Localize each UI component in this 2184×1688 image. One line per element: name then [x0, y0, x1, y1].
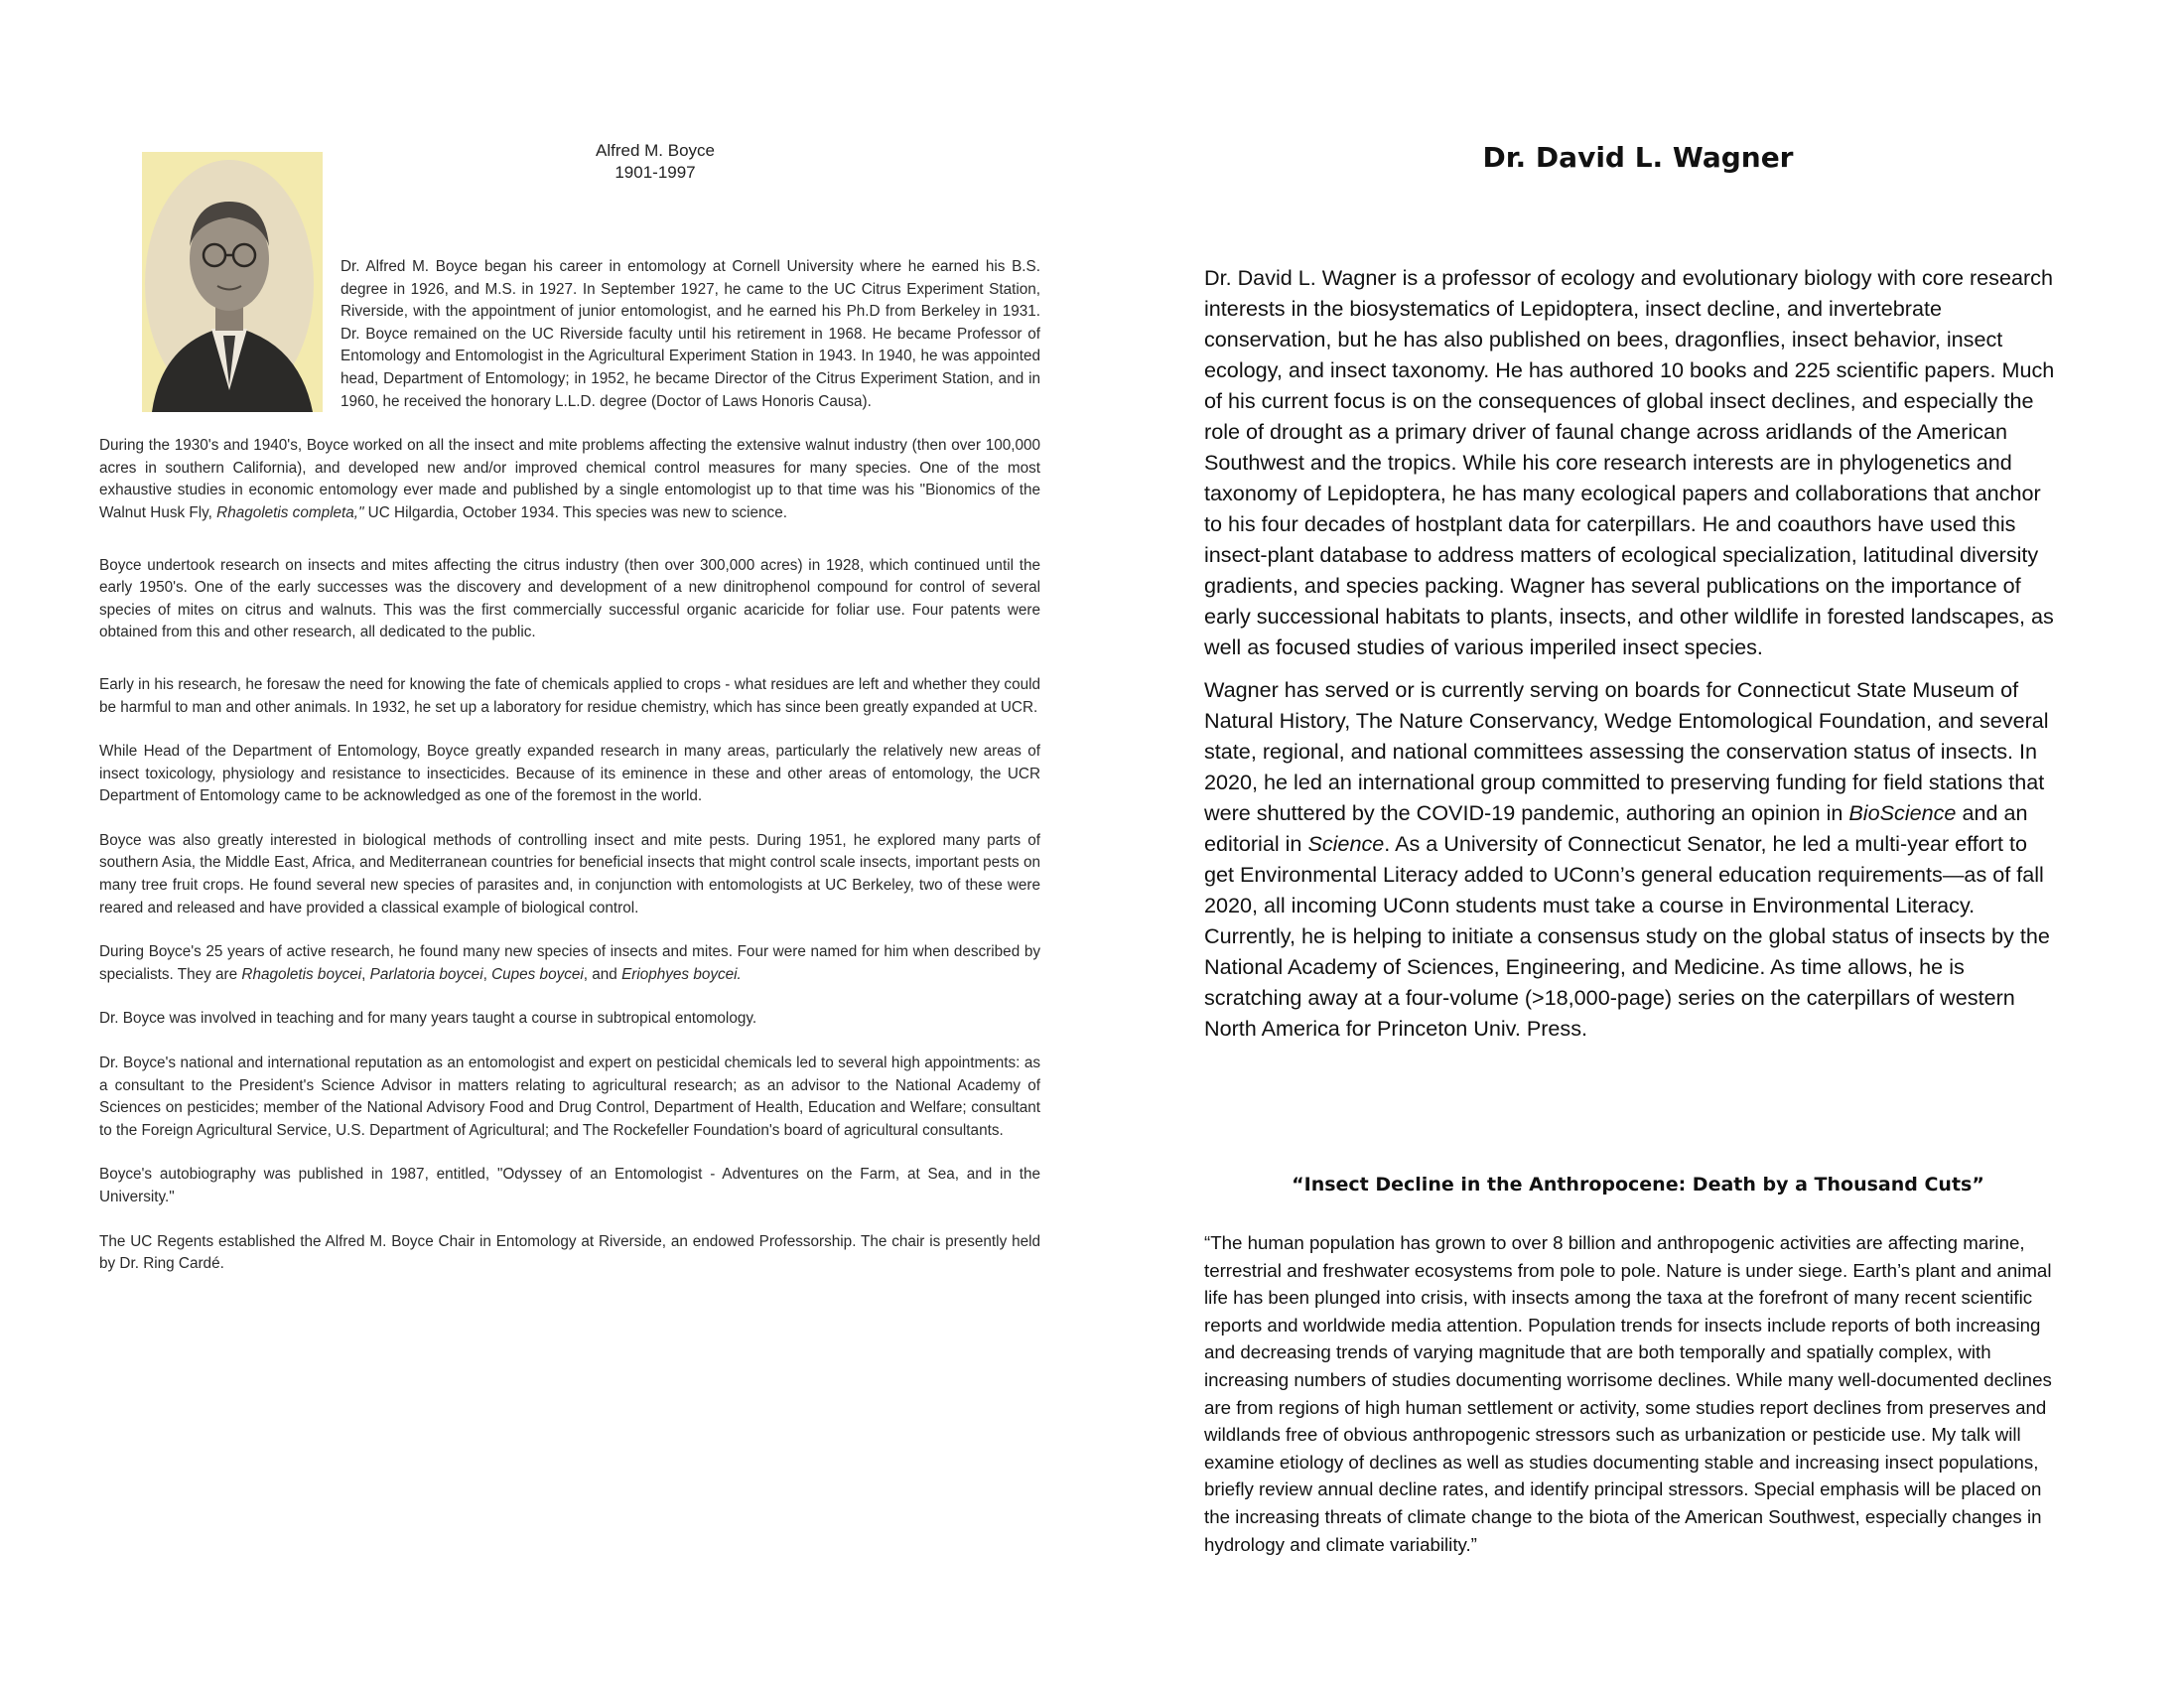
boyce-paragraph-9: Dr. Boyce's national and international reputation as an entomologist and expert on pesticidal chemicals led to several high appointments: as a consultant to the President's Science Advisor in matters relating to agricultural research; as an advisor to the National Academy of Sciences on pesticides; member of the National Advisory Food and Drug Control, Department of Health, Education and Welfare; consultant to the Foreign Agricultural Service, U.S. Department of Agricultural; and The Rockefeller Foundation's board of agricultural consultants. — [99, 1055, 1040, 1139]
boyce-name: Alfred M. Boyce — [596, 141, 715, 160]
boyce-paragraph-11: The UC Regents established the Alfred M. Boyce Chair in Entomology at Riverside, an endowed Professorship. The chair is presently held by Dr. Ring Cardé. — [99, 1232, 1040, 1273]
boyce-paragraph-6: Boyce was also greatly interested in biological methods of controlling insect and mite pests. During 1951, he explored many parts of southern Asia, the Middle East, Africa, and Mediterranean countries for beneficial insects that might control scale insects, important pests on many tree fruit crops. He found several new species of parasites and, in conjunction with entomologists at UC Berkeley, two of these were reared and released and have provided a classical example of biological control. — [99, 831, 1040, 916]
p2-species-italic: Rhagoletis completa," — [216, 503, 364, 521]
wagner-bio-paragraph-1: Dr. David L. Wagner is a professor of ecology and evolutionary biology with core research interests in the biosystematics of Lepidoptera, insect decline, and invertebrate conservation, but he has also published on bees, dragonflies, insect behavior, insect ecology, and insect taxonomy. He has authored 10 books and 225 scientific papers. Much of his current focus is on the consequences of global insect declines, and especially the role of drought as a primary driver of faunal change across aridlands of the American Southwest and the tropics. While his core research interests are in phylogenetics and taxonomy of Lepidoptera, he has many ecological papers and collaborations that anchor to his four decades of hostplant data for caterpillars. He and coauthors have used this insect-plant database to address matters of ecological specialization, latitudinal diversity gradients, and species packing. Wagner has several publications on the importance of early successional habitats to plants, insects, and other wildlife in forested landscapes, as well as focused studies of various imperiled insect species. — [1204, 265, 2055, 659]
bio2-text-b: and an editorial in — [1204, 800, 2028, 856]
p7-sep-2: , — [482, 965, 492, 983]
portrait-wrap-space — [99, 256, 341, 413]
bio2-journal-science: Science — [1307, 831, 1385, 856]
boyce-paragraph-1: Dr. Alfred M. Boyce began his career in entomology at Cornell University where he earned his B.S. degree in 1926, and M.S. in 1927. In September 1927, he came to the UC Citrus Experiment Station, Riverside, with the appointment of junior entomologist, and he earned his Ph.D from Berkeley in 1931. Dr. Boyce remained on the UC Riverside faculty until his retirement in 1968. He became Professor of Entomology and Entomologist in the Agricultural Experiment Station in 1943. In 1940, he was appointed head, Department of Entomology; in 1952, he became Director of the Citrus Experiment Station, and in 1960, he received the honorary L.L.D. degree (Doctor of Laws Honoris Causa). — [341, 258, 1040, 410]
boyce-heading — [556, 140, 754, 184]
wagner-biography — [1204, 262, 2056, 1055]
p7-species-1: Rhagoletis boycei — [241, 965, 362, 983]
abstract-text: “The human population has grown to over 8 billion and anthropogenic activities are affecting marine, terrestrial and freshwater ecosystems from pole to pole. Nature is under siege. Earth’s plant and animal life has been plunged into crisis, with insects among the taxa at the forefront of many recent scientific reports and worldwide media attention. Population trends for insects include reports of both increasing and decreasing trends of varying magnitude that are both temporally and spatially complex, with increasing numbers of studies documenting worrisome declines. While many well-documented declines are from regions of high human settlement or activity, some studies report declines from preserves and wildlands free of obvious anthropogenic stressors such as urbanization or pesticide use. My talk will examine etiology of declines as well as studies documenting stable and increasing insect populations, briefly review annual decline rates, and identify principal stressors. Special emphasis will be placed on the increasing threats of climate change to the biota of the American Southwest, especially changes in hydrology and climate variability.” — [1204, 1232, 2052, 1555]
p7-species-2: Parlatoria boycei — [369, 965, 483, 983]
bio2-text-a: Wagner has served or is currently serving on boards for Connecticut State Museum of Natural History, The Nature Conservancy, Wedge Entomological Foundation, and several state, regional, and national committees assessing the conservation status of insects. In 2020, he led an international group committed to preserving funding for field stations that were shuttered by the COVID-19 pandemic, authoring an opinion in — [1204, 677, 2049, 825]
boyce-paragraph-5: While Head of the Department of Entomology, Boyce greatly expanded research in many areas, particularly the relatively new areas of insect toxicology, physiology and resistance to insecticides. Because of its eminence in these and other areas of entomology, the UCR Department of Entomology came to be acknowledged as one of the foremost in the world. — [99, 743, 1040, 805]
wagner-heading: Dr. David L. Wagner — [1482, 141, 1794, 174]
p2-text-b: UC Hilgardia, October 1934. This species was new to science. — [363, 503, 787, 521]
p7-species-4: Eriophyes boycei. — [621, 965, 742, 983]
bio2-journal-bioscience: BioScience — [1848, 800, 1957, 825]
boyce-biography — [99, 256, 1040, 1298]
boyce-paragraph-10: Boyce's autobiography was published in 1987, entitled, "Odyssey of an Entomologist - Adventures on the Farm, at Sea, and in the University." — [99, 1166, 1040, 1205]
p7-text-a: During Boyce's 25 years of active research, he found many new species of insects and mites. Four were named for him when described by specialists. They are — [99, 943, 1040, 983]
boyce-paragraph-4: Early in his research, he foresaw the need for knowing the fate of chemicals applied to crops - what residues are left and whether they could be harmful to man and other animals. In 1932, he set up a laboratory for residue chemistry, which has since been greatly expanded at UCR. — [99, 675, 1040, 716]
p2-text-a: During the 1930's and 1940's, Boyce worked on all the insect and mite problems affecting the extensive walnut industry (then over 100,000 acres in southern California), and developed new and/or improved chemical control measures for many species. One of the most exhaustive studies in economic entomology ever made and published by a single entomologist up to that time was his "Bionomics of the Walnut Husk Fly, — [99, 437, 1040, 521]
p7-species-3: Cupes boycei — [491, 965, 584, 983]
p7-sep-3: , and — [583, 965, 622, 983]
bio2-text-c: . As a University of Connecticut Senator, he led a multi-year effort to get Environmental Literacy added to UConn’s general education requirements—as of fall 2020, all incoming UConn students must take a course in Environmental Literacy. Currently, he is helping to initiate a consensus study on the global status of insects by the National Academy of Sciences, Engineering, and Medicine. As time allows, he is scratching away at a four-volume (>18,000-page) series on the caterpillars of western North America for Princeton Univ. Press. — [1204, 831, 2050, 1041]
boyce-paragraph-8: Dr. Boyce was involved in teaching and for many years taught a course in subtropical entomology. — [99, 1010, 757, 1028]
p7-sep-1: , — [361, 965, 370, 983]
wagner-bio-paragraph-2 — [1204, 674, 2056, 1044]
boyce-paragraph-2 — [99, 435, 1040, 524]
talk-title: “Insect Decline in the Anthropocene: Death by a Thousand Cuts” — [1292, 1174, 1984, 1196]
boyce-years: 1901-1997 — [614, 163, 696, 182]
talk-abstract — [1204, 1229, 2068, 1558]
boyce-paragraph-7 — [99, 941, 1040, 986]
boyce-paragraph-3: Boyce undertook research on insects and mites affecting the citrus industry (then over 300,000 acres) in 1928, which continued until the early 1950's. One of the early successes was the discovery and development of a new dinitrophenol compound for control of several species of mites on citrus and walnuts. This was the first commercially successful organic acaricide for foliar use. Four patents were obtained from this and other research, all dedicated to the public. — [99, 556, 1040, 641]
